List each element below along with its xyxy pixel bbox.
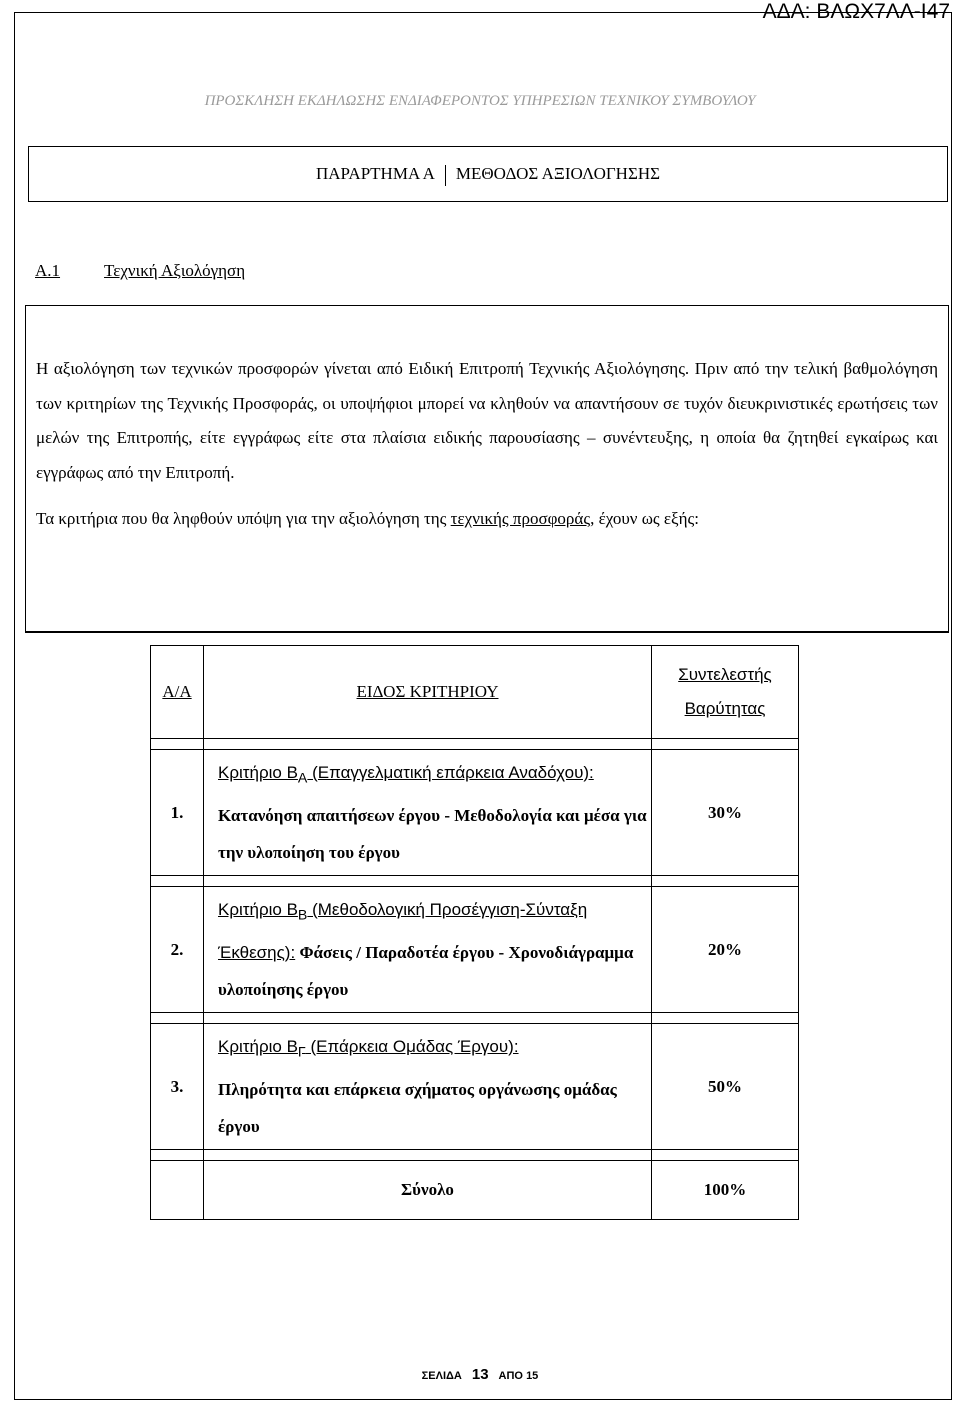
section-title: Τεχνική Αξιολόγηση xyxy=(104,261,246,280)
criterion-description: Πληρότητα και επάρκεια σχήματος οργάνωσης ομάδας έργου xyxy=(218,1080,617,1137)
table-row xyxy=(151,1024,799,1150)
page-number: 13 xyxy=(471,1366,489,1383)
table-header-row xyxy=(151,646,799,739)
header-weight xyxy=(652,646,799,739)
table-row xyxy=(151,887,799,1013)
row-criterion xyxy=(204,887,652,1013)
criterion-title-rest: (Μεθοδολογική Προσέγγιση-Σύνταξη Έκθεσης): xyxy=(218,899,588,963)
row-number: 1. xyxy=(151,750,204,876)
section-heading xyxy=(35,259,245,283)
header-weight-line1: Συντελεστής xyxy=(678,665,772,684)
criterion-label: Κριτήριο Β xyxy=(218,1036,298,1056)
criterion-title xyxy=(218,1036,519,1061)
total-row xyxy=(151,1161,799,1220)
annex-separator xyxy=(445,165,446,186)
annex-label: ΠΑΡΑΡΤΗΜΑ Α xyxy=(315,164,435,183)
header-weight-line2: Βαρύτητας xyxy=(684,699,766,718)
row-criterion xyxy=(204,750,652,876)
total-empty-cell xyxy=(151,1161,204,1220)
page-total: 15 xyxy=(526,1370,539,1382)
criteria-intro-link: τεχνικής προσφοράς xyxy=(450,509,591,528)
criterion-label: Κριτήριο Β xyxy=(218,899,298,919)
annex-title: ΜΕΘΟΔΟΣ ΑΞΙΟΛΟΓΗΣΗΣ xyxy=(455,164,661,183)
section-number: Α.1 xyxy=(35,261,61,280)
criteria-intro-start: Τα κριτήρια που θα ληφθούν υπόψη για την αξιολόγηση της xyxy=(36,509,451,528)
page-footer xyxy=(0,1366,960,1383)
total-label: Σύνολο xyxy=(204,1161,652,1220)
annex-title-box xyxy=(28,146,948,202)
header-aa: Α/Α xyxy=(151,646,204,739)
criteria-intro xyxy=(36,502,938,536)
table-row xyxy=(151,750,799,876)
criterion-description: Φάσεις / Παραδοτέα έργου - Χρονοδιάγραμμα υλοποίησης έργου xyxy=(218,943,634,1000)
row-weight: 50% xyxy=(652,1024,799,1150)
row-number: 3. xyxy=(151,1024,204,1150)
header-criterion: ΕΙΔΟΣ ΚΡΙΤΗΡΙΟΥ xyxy=(204,646,652,739)
ada-code: ΑΔΑ: ΒΛΩΧ7ΛΛ-Ι47 xyxy=(762,0,950,23)
row-criterion xyxy=(204,1024,652,1150)
criteria-table xyxy=(150,645,799,1220)
criterion-description: Κατανόηση απαιτήσεων έργου - Μεθοδολογία και μέσα για την υλοποίηση του έργου xyxy=(218,806,647,863)
criterion-sub: Β xyxy=(297,907,308,924)
of-word: ΑΠΟ xyxy=(498,1370,523,1382)
criterion-label: Κριτήριο Β xyxy=(218,762,298,782)
row-number: 2. xyxy=(151,887,204,1013)
criterion-title-rest: (Επάρκεια Ομάδας Έργου): xyxy=(305,1036,519,1056)
row-weight: 30% xyxy=(652,750,799,876)
page-word: ΣΕΛΙΔΑ xyxy=(421,1370,462,1382)
total-value: 100% xyxy=(652,1161,799,1220)
evaluation-text-box xyxy=(25,305,949,633)
document-header: ΠΡΟΣΚΛΗΣΗ ΕΚΔΗΛΩΣΗΣ ΕΝΔΙΑΦΕΡΟΝΤΟΣ ΥΠΗΡΕΣΙΩΝ ΤΕΧΝΙΚΟΥ ΣΥΜΒΟΥΛΟΥ xyxy=(204,93,756,109)
criteria-intro-end: , έχουν ως εξής: xyxy=(590,509,699,528)
criterion-sub: Α xyxy=(297,770,308,787)
criterion-sub: Γ xyxy=(297,1044,306,1061)
row-weight: 20% xyxy=(652,887,799,1013)
criterion-title-rest: (Επαγγελματική επάρκεια Αναδόχου): xyxy=(307,762,594,782)
evaluation-paragraph: Η αξιολόγηση των τεχνικών προσφορών γίνεται από Ειδική Επιτροπή Τεχνικής Αξιολόγησης. Πριν από την τελική βαθμολόγηση των κριτηρίων της Τεχνικής Προσφοράς, οι υποψήφιοι μπορεί να κληθούν να απαντήσουν σε τυχόν διευκρινιστικές ερωτήσεις των μελών της Επιτροπής, είτε εγγράφως είτε στα πλαίσια ειδικής παρουσίασης – συνέντευξης, η οποία θα ζητηθεί εγκαίρως και εγγράφως από την Επιτροπή. xyxy=(36,359,938,482)
criterion-title xyxy=(218,762,594,787)
